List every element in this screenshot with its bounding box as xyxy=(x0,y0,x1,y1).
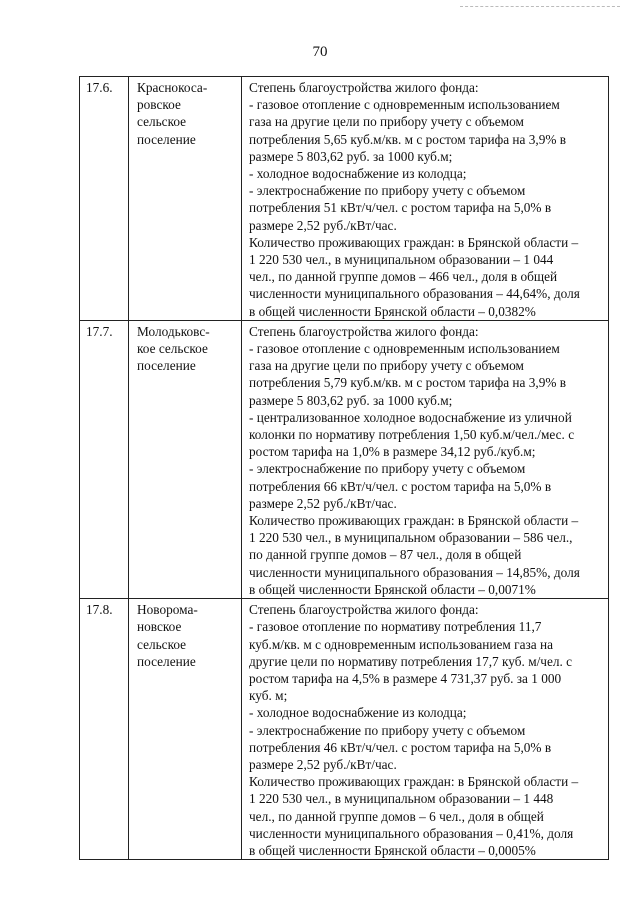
description-line: 1 220 530 чел., в муниципальном образовании – 1 044 xyxy=(249,252,554,268)
description-line: куб.м/кв. м с одновременным использованием газа на xyxy=(249,636,553,652)
description-line: размере 2,52 руб./кВт/час. xyxy=(249,756,397,772)
description-line: ростом тарифа на 4,5% в размере 4 731,37 руб. за 1 000 xyxy=(249,670,562,686)
description-line: в общей численности Брянской области – 0,0071% xyxy=(249,581,536,597)
description-line: чел., по данной группе домов – 466 чел., доля в общей xyxy=(249,269,558,285)
table-row xyxy=(80,77,609,321)
description-line: в общей численности Брянской области – 0,0382% xyxy=(249,303,536,319)
housing-description xyxy=(242,320,609,598)
table-row xyxy=(80,320,609,598)
settlement-name-line: Новорома- xyxy=(137,602,198,618)
table-body xyxy=(80,77,609,860)
settlement-name-line: Молодьковс- xyxy=(137,323,210,339)
description-line: Количество проживающих граждан: в Брянской области – xyxy=(249,234,579,250)
description-line: потребления 46 кВт/ч/чел. с ростом тарифа на 5,0% в xyxy=(249,739,552,755)
housing-description xyxy=(242,77,609,321)
description-line: - централизованное холодное водоснабжение из уличной xyxy=(249,409,572,425)
settlement-name-line: поселение xyxy=(137,358,196,374)
description-line: численности муниципального образования – 0,41%, доля xyxy=(249,825,574,841)
description-line: потребления 66 кВт/ч/чел. с ростом тарифа на 5,0% в xyxy=(249,478,552,494)
description-line: Количество проживающих граждан: в Брянской области – xyxy=(249,513,579,529)
description-line: газа на другие цели по прибору учету с объемом xyxy=(249,358,524,374)
description-line: Количество проживающих граждан: в Брянской области – xyxy=(249,774,579,790)
settlement-name xyxy=(129,77,242,321)
description-line: Степень благоустройства жилого фонда: xyxy=(249,602,479,618)
settlement-name-line: Краснокоса- xyxy=(137,80,208,95)
description-line: другие цели по нормативу потребления 17,7 куб. м/чел. с xyxy=(249,653,573,669)
row-number: 17.8. xyxy=(80,599,129,860)
description-line: куб. м; xyxy=(249,688,288,704)
housing-description xyxy=(242,599,609,860)
description-line: Степень благоустройства жилого фонда: xyxy=(249,80,479,95)
description-line: газа на другие цели по прибору учету с объемом xyxy=(249,114,524,130)
table-row xyxy=(80,599,609,860)
description-line: 1 220 530 чел., в муниципальном образовании – 586 чел., xyxy=(249,530,573,546)
description-line: - электроснабжение по прибору учету с объемом xyxy=(249,461,526,477)
description-line: - холодное водоснабжение из колодца; xyxy=(249,705,467,721)
description-line: размере 5 803,62 руб. за 1000 куб.м; xyxy=(249,392,453,408)
settlement-name xyxy=(129,320,242,598)
description-line: - электроснабжение по прибору учету с объемом xyxy=(249,183,526,199)
description-line: ростом тарифа на 1,0% в размере 34,12 руб./куб.м; xyxy=(249,444,536,460)
description-line: 1 220 530 чел., в муниципальном образовании – 1 448 xyxy=(249,791,554,807)
description-line: - газовое отопление с одновременным использованием xyxy=(249,97,560,113)
description-line: в общей численности Брянской области – 0,0005% xyxy=(249,842,536,858)
description-line: численности муниципального образования – 44,64%, доля xyxy=(249,286,580,302)
settlement-name xyxy=(129,599,242,860)
description-line: Степень благоустройства жилого фонда: xyxy=(249,323,479,339)
row-number: 17.7. xyxy=(80,320,129,598)
description-line: - газовое отопление с одновременным использованием xyxy=(249,341,560,357)
settlement-name-line: новское xyxy=(137,619,182,635)
settlement-name-line: поселение xyxy=(137,653,196,669)
page-number: 70 xyxy=(312,44,328,60)
description-line: потребления 51 кВт/ч/чел. с ростом тарифа на 5,0% в xyxy=(249,200,552,216)
settlement-name-line: поселение xyxy=(137,131,196,147)
description-line: размере 2,52 руб./кВт/час. xyxy=(249,495,397,511)
description-line: потребления 5,79 куб.м/кв. м с ростом тарифа на 3,9% в xyxy=(249,375,567,391)
description-line: по данной группе домов – 87 чел., доля в общей xyxy=(249,547,522,563)
description-line: размере 5 803,62 руб. за 1000 куб.м; xyxy=(249,148,453,164)
settlement-name-line: сельское xyxy=(137,114,187,130)
description-line: колонки по нормативу потребления 1,50 куб.м/чел./мес. с xyxy=(249,427,575,443)
description-line: потребления 5,65 куб.м/кв. м с ростом тарифа на 3,9% в xyxy=(249,131,567,147)
settlement-name-line: ровское xyxy=(137,97,181,113)
settlement-name-line: сельское xyxy=(137,636,187,652)
description-line: - электроснабжение по прибору учету с объемом xyxy=(249,722,526,738)
description-line: - холодное водоснабжение из колодца; xyxy=(249,166,467,182)
description-line: чел., по данной группе домов – 6 чел., доля в общей xyxy=(249,808,544,824)
description-line: - газовое отопление по нормативу потребления 11,7 xyxy=(249,619,542,635)
scan-artifact xyxy=(460,6,620,8)
settlement-name-line: кое сельское xyxy=(137,341,208,357)
row-number: 17.6. xyxy=(80,77,129,321)
description-line: размере 2,52 руб./кВт/час. xyxy=(249,217,397,233)
settlements-table xyxy=(79,76,609,860)
description-line: численности муниципального образования – 14,85%, доля xyxy=(249,564,580,580)
